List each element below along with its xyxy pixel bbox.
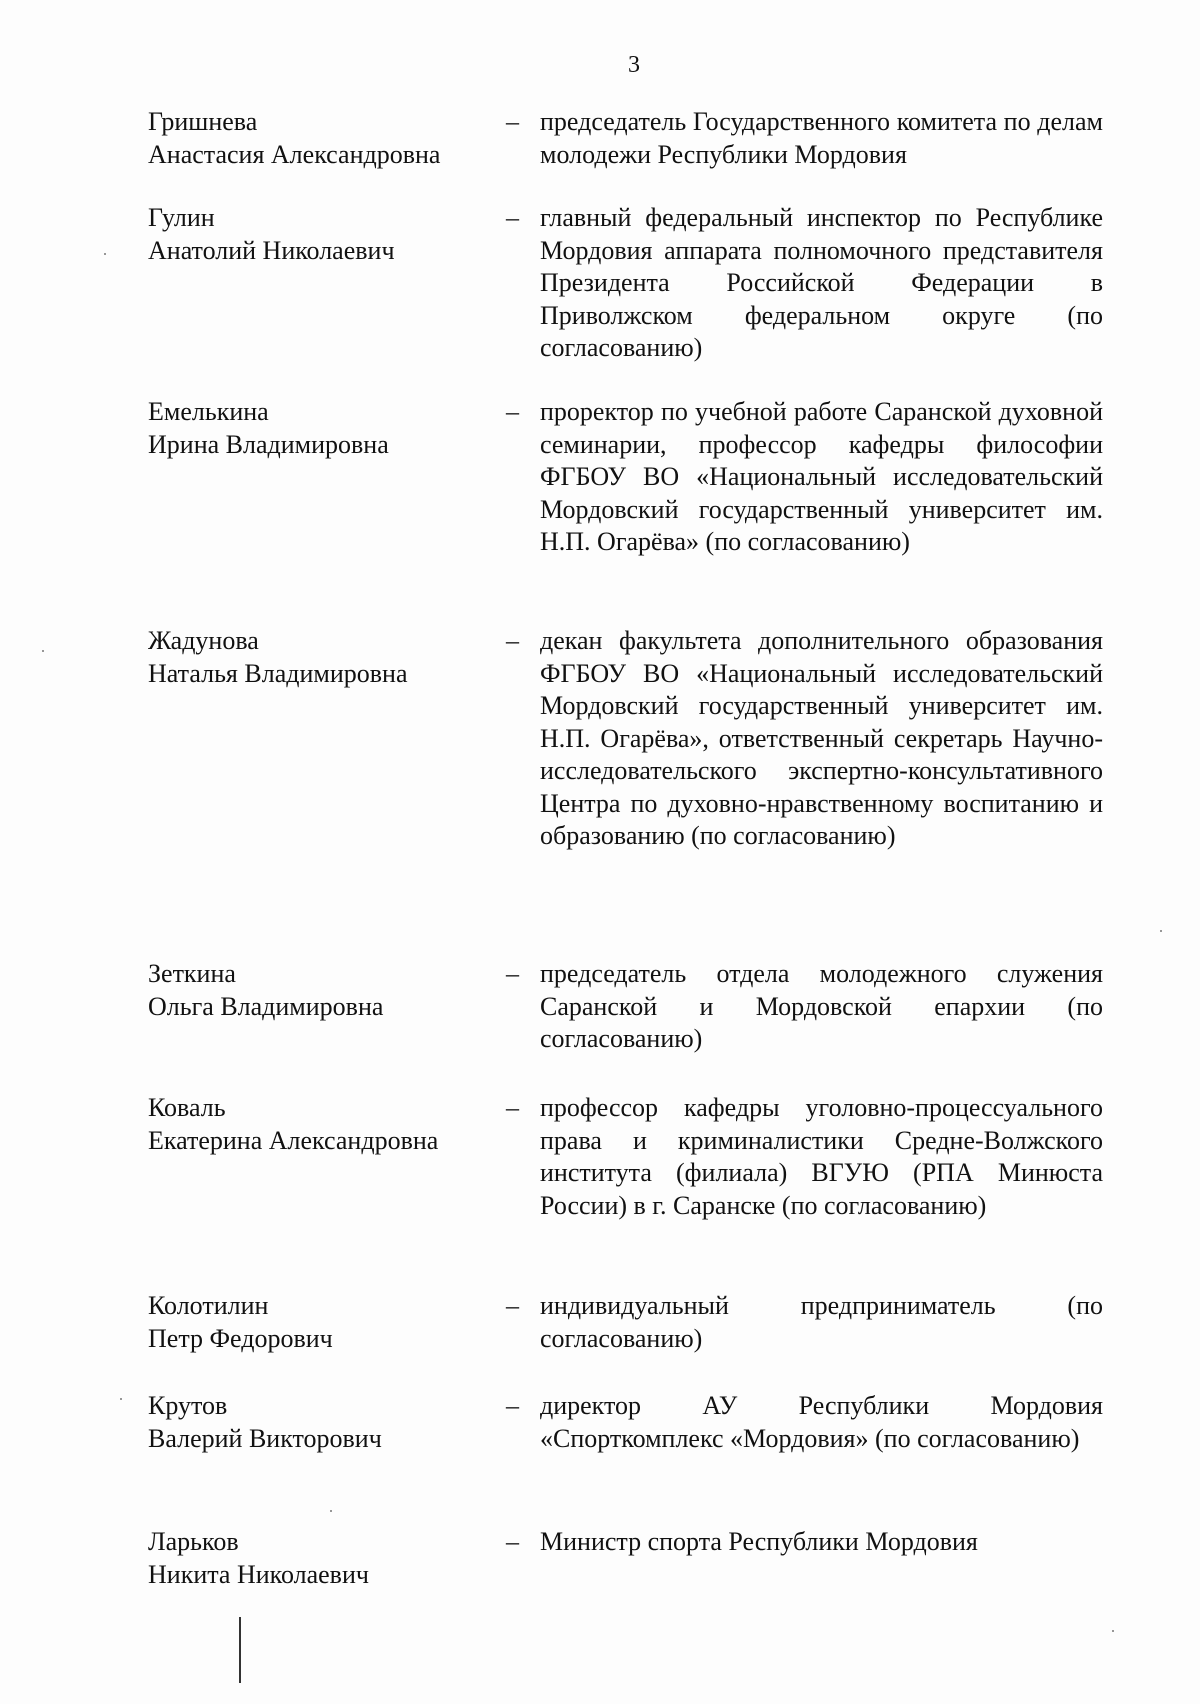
dash-separator: – [506,959,519,988]
member-position: председатель отдела молодежного служения Саранской и Мордовской епархии (по согласованию) [540,959,1103,1053]
member-surname: Жадунова [148,626,259,655]
dash-separator: – [506,1527,519,1556]
member-position: директор АУ Республики Мордовия «Спорткомплекс «Мордовия» (по согласованию) [540,1391,1103,1453]
scan-speck [42,650,44,652]
member-name [148,625,488,690]
member-surname: Зеткина [148,959,236,988]
scan-speck [104,253,106,255]
scan-speck [1112,1630,1114,1632]
member-surname: Гришнева [148,107,258,136]
member-position: председатель Государственного комитета по делам молодежи Республики Мордовия [540,107,1103,169]
member-surname: Гулин [148,203,215,232]
dash-separator: – [506,1291,519,1320]
member-name [148,958,488,1023]
member-given-names: Екатерина Александровна [148,1125,439,1155]
dash-separator: – [506,397,519,426]
member-given-names: Валерий Викторович [148,1423,382,1453]
member-surname: Крутов [148,1391,228,1420]
member-position: профессор кафедры уголовно-процессуального права и криминалистики Средне-Волжского института (филиала) ВГУЮ (РПА Минюста России) в г. Саранске (по согласованию) [540,1093,1103,1220]
member-surname: Колотилин [148,1291,269,1320]
member-name [148,1526,488,1591]
member-position: главный федеральный инспектор по Республике Мордовия аппарата полномочного представителя Президента Российской Федерации в Приволжском федеральном округе (по согласованию) [540,203,1103,362]
member-position: индивидуальный предприниматель (по согласованию) [540,1291,1103,1353]
scan-speck [120,1398,122,1400]
member-position: декан факультета дополнительного образования ФГБОУ ВО «Национальный исследовательский Мордовский государственный университет им. Н.П. Огарёва», ответственный секретарь Научно-исследовательского экспертно-консультативного Центра по духовно-нравственному воспитанию и образованию (по согласованию) [540,626,1103,850]
dash-separator: – [506,203,519,232]
dash-separator: – [506,107,519,136]
scan-speck [1160,930,1162,932]
member-position: Министр спорта Республики Мордовия [540,1527,978,1556]
member-position: проректор по учебной работе Саранской духовной семинарии, профессор кафедры философии ФГБОУ ВО «Национальный исследовательский Мордовский государственный университет им. Н.П. Огарёва» (по согласованию) [540,397,1103,556]
page-number: 3 [628,52,640,78]
member-surname: Коваль [148,1093,226,1122]
member-given-names: Петр Федорович [148,1323,333,1353]
member-surname: Емелькина [148,397,269,426]
scan-margin-line [239,1617,241,1683]
member-name [148,1390,488,1455]
member-given-names: Ольга Владимировна [148,991,384,1021]
member-surname: Ларьков [148,1527,239,1556]
member-given-names: Ирина Владимировна [148,429,389,459]
dash-separator: – [506,626,519,655]
scan-speck [330,1510,332,1512]
member-name [148,106,488,171]
member-given-names: Наталья Владимировна [148,658,408,688]
member-name [148,1092,488,1157]
member-given-names: Анатолий Николаевич [148,235,395,265]
member-given-names: Никита Николаевич [148,1559,369,1589]
dash-separator: – [506,1391,519,1420]
member-name [148,396,488,461]
member-name [148,202,488,267]
member-name [148,1290,488,1355]
member-given-names: Анастасия Александровна [148,139,441,169]
dash-separator: – [506,1093,519,1122]
